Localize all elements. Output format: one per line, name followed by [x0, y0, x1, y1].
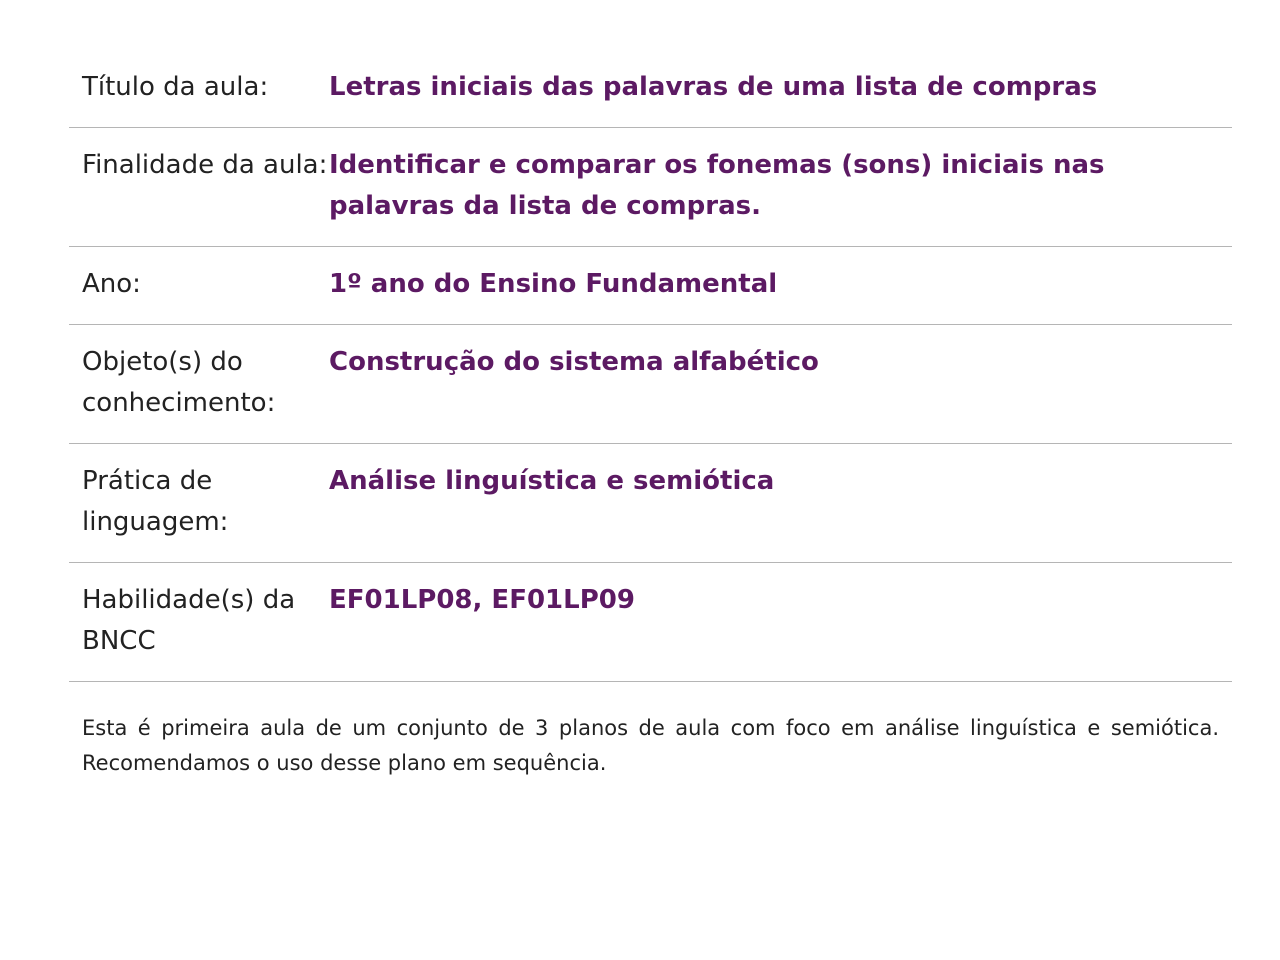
- knowledge-object-label: Objeto(s) do conhecimento:: [82, 347, 276, 418]
- row-bncc-skills: [69, 563, 1232, 682]
- row-knowledge-object: [69, 325, 1232, 444]
- language-practice-label: Prática de linguagem:: [82, 466, 229, 537]
- lesson-info-table: [69, 50, 1232, 682]
- lesson-title-value: Letras iniciais das palavras de uma lista de compras: [329, 72, 1098, 102]
- row-language-practice: [69, 444, 1232, 563]
- row-lesson-title: [69, 50, 1232, 128]
- lesson-title-label: Título da aula:: [82, 72, 269, 102]
- row-lesson-purpose: [69, 128, 1232, 247]
- school-year-value: 1º ano do Ensino Fundamental: [329, 269, 778, 299]
- knowledge-object-value: Construção do sistema alfabético: [329, 347, 819, 377]
- lesson-sequence-note: Esta é primeira aula de um conjunto de 3 planos de aula com foco em análise linguística e semiótica. Recomendamos o uso desse plano em sequência.: [82, 716, 1219, 775]
- row-school-year: [69, 247, 1232, 325]
- lesson-purpose-value: Identificar e comparar os fonemas (sons) iniciais nas palavras da lista de compras.: [329, 150, 1105, 221]
- bncc-skills-value: EF01LP08, EF01LP09: [329, 585, 635, 615]
- bncc-skills-label: Habilidade(s) da BNCC: [82, 585, 296, 656]
- language-practice-value: Análise linguística e semiótica: [329, 466, 775, 496]
- lesson-purpose-label: Finalidade da aula:: [82, 150, 328, 180]
- school-year-label: Ano:: [82, 269, 141, 299]
